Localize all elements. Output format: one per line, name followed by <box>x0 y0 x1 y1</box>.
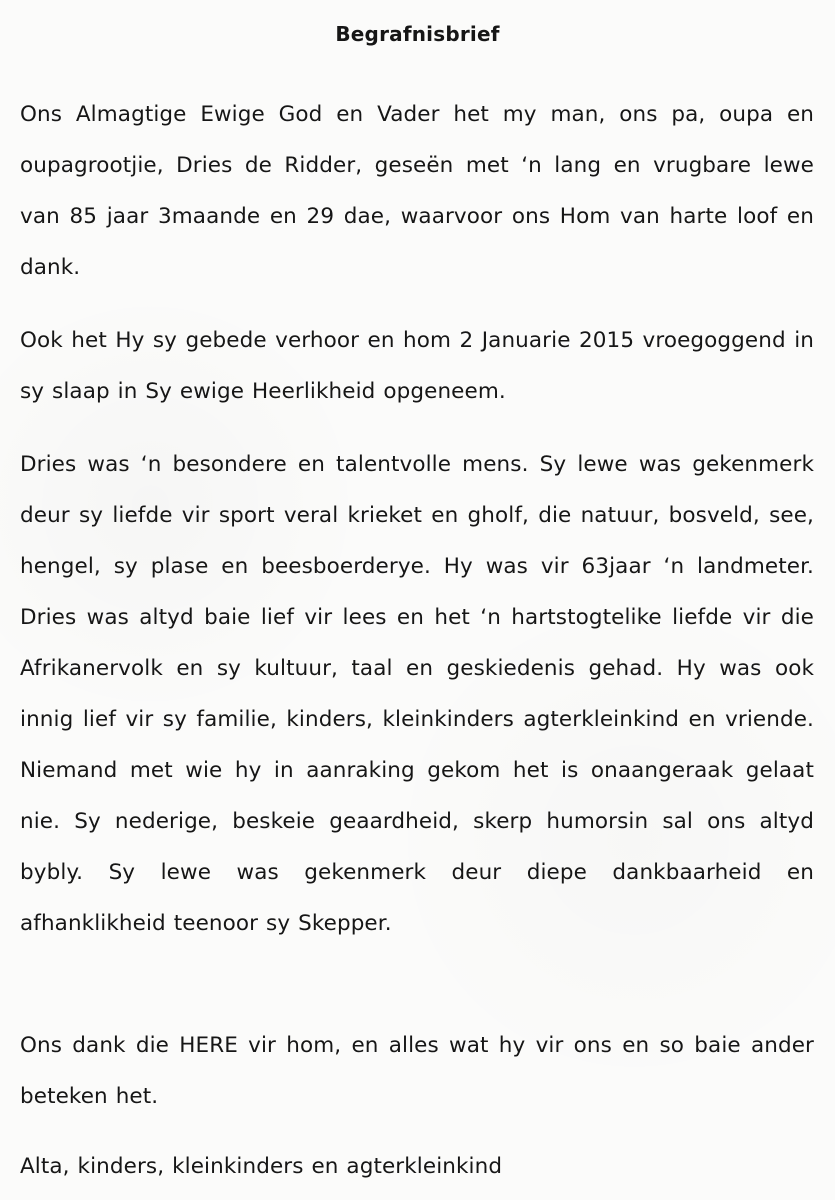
paragraph-thanks: Ons dank die HERE vir hom, en alles wat hy vir ons en so baie ander beteken het. <box>20 1033 814 1109</box>
signature: Alta, kinders, kleinkinders en agterkleinkind <box>20 1154 503 1179</box>
paragraph-intro: Ons Almagtige Ewige God en Vader het my man, ons pa, oupa en oupagrootjie, Dries de Ridder, geseën met ‘n lang en vrugbare lewe van 85 jaar 3maande en 29 dae, waarvoor ons Hom van harte loof en dank. <box>20 102 814 280</box>
paragraph-life: Dries was ‘n besondere en talentvolle mens. Sy lewe was gekenmerk deur sy liefde vir sport veral krieket en gholf, die natuur, bosveld, see, hengel, sy plase en beesboerderye. Hy was vir 63jaar ‘n landmeter. Dries was altyd baie lief vir lees en het ‘n hartstogtelike liefde vir die Afrikanervolk en sy kultuur, taal en geskiedenis gehad. Hy was ook innig lief vir sy familie, kinders, kleinkinders agterkleinkind en vriende. Niemand met wie hy in aanraking gekom het is onaangeraak gelaat nie. Sy nederige, beskeie geaardheid, skerp humorsin sal ons altyd bybly. Sy lewe was gekenmerk deur diepe dankbaarheid en afhanklikheid teenoor sy Skepper. <box>20 452 814 936</box>
letter-title: Begrafnisbrief <box>335 22 500 46</box>
paragraph-passing: Ook het Hy sy gebede verhoor en hom 2 Januarie 2015 vroegoggend in sy slaap in Sy ewige Heerlikheid opgeneem. <box>20 328 814 404</box>
